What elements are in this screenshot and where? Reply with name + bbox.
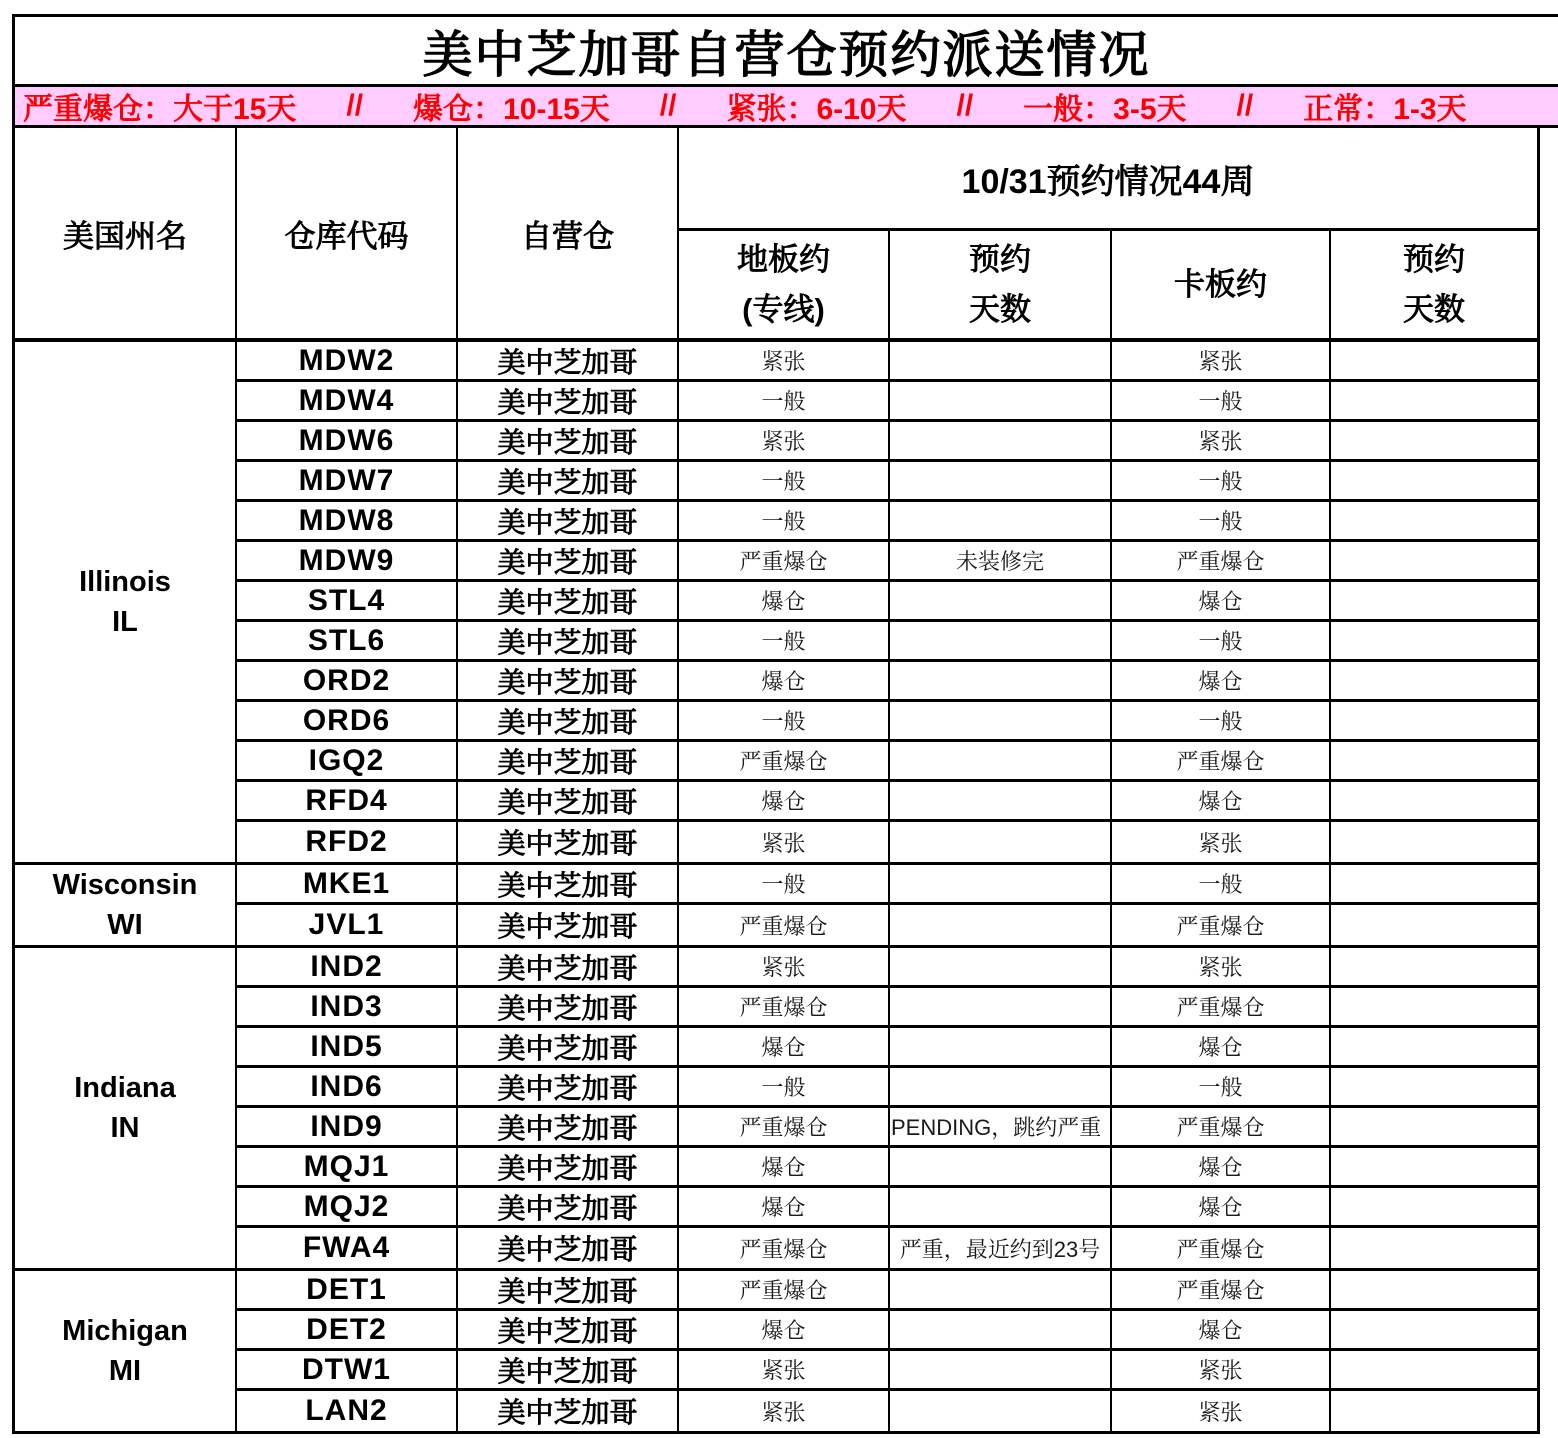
col-header-floor-line2: (专线)	[742, 291, 825, 327]
state-section-il	[15, 342, 1537, 865]
cell-pallet-status: 一般	[1112, 702, 1331, 739]
state-rows	[237, 948, 1537, 1268]
cell-pallet-days-note	[1331, 1148, 1537, 1185]
cell-warehouse-code: IND2	[237, 948, 458, 985]
cell-warehouse-code: MDW8	[237, 502, 458, 539]
cell-self-warehouse: 美中芝加哥	[458, 1351, 679, 1388]
cell-floor-days-note	[890, 342, 1112, 379]
cell-floor-days-note	[890, 865, 1112, 902]
cell-floor-days-note	[890, 702, 1112, 739]
state-rows	[237, 865, 1537, 945]
cell-pallet-days-note	[1331, 742, 1537, 779]
cell-floor-days-note	[890, 1028, 1112, 1065]
col-header-pallet-days	[1331, 231, 1537, 338]
cell-pallet-status: 爆仓	[1112, 1148, 1331, 1185]
state-label	[15, 865, 237, 945]
cell-floor-status: 爆仓	[679, 1188, 890, 1225]
legend-separator: //	[956, 89, 974, 122]
cell-floor-status: 严重爆仓	[679, 1108, 890, 1145]
cell-pallet-days-note	[1331, 502, 1537, 539]
table-row-dtw1	[237, 1351, 1537, 1391]
cell-pallet-days-note	[1331, 422, 1537, 459]
table-row-ind6	[237, 1068, 1537, 1108]
cell-warehouse-code: STL4	[237, 582, 458, 619]
state-name: Illinois	[79, 566, 171, 598]
cell-warehouse-code: ORD6	[237, 702, 458, 739]
col-header-warehouse-code: 仓库代码	[237, 128, 458, 338]
cell-pallet-status: 紧张	[1112, 948, 1331, 985]
cell-floor-days-note	[890, 622, 1112, 659]
cell-pallet-days-note	[1331, 1188, 1537, 1225]
cell-self-warehouse: 美中芝加哥	[458, 948, 679, 985]
cell-self-warehouse: 美中芝加哥	[458, 1311, 679, 1348]
cell-floor-days-note: 未装修完	[890, 542, 1112, 579]
cell-pallet-days-note	[1331, 988, 1537, 1025]
cell-pallet-status: 紧张	[1112, 422, 1331, 459]
cell-self-warehouse: 美中芝加哥	[458, 342, 679, 379]
cell-floor-days-note	[890, 988, 1112, 1025]
col-header-days1-line2: 天数	[969, 291, 1031, 327]
cell-self-warehouse: 美中芝加哥	[458, 782, 679, 819]
table-row-det1	[237, 1271, 1537, 1311]
cell-floor-status: 严重爆仓	[679, 542, 890, 579]
cell-floor-status: 严重爆仓	[679, 988, 890, 1025]
cell-pallet-status: 严重爆仓	[1112, 1108, 1331, 1145]
cell-floor-status: 紧张	[679, 948, 890, 985]
cell-pallet-status: 严重爆仓	[1112, 542, 1331, 579]
cell-self-warehouse: 美中芝加哥	[458, 622, 679, 659]
cell-floor-days-note	[890, 422, 1112, 459]
cell-floor-days-note	[890, 1188, 1112, 1225]
cell-warehouse-code: IND9	[237, 1108, 458, 1145]
cell-pallet-status: 爆仓	[1112, 782, 1331, 819]
cell-pallet-days-note	[1331, 1391, 1537, 1431]
cell-pallet-status: 一般	[1112, 865, 1331, 902]
cell-floor-status: 爆仓	[679, 582, 890, 619]
cell-floor-status: 爆仓	[679, 782, 890, 819]
sheet-title-text: 美中芝加哥自营仓预约派送情况	[422, 26, 1151, 83]
col-header-floor-days	[890, 231, 1112, 338]
cell-floor-days-note	[890, 1391, 1112, 1431]
cell-pallet-status: 爆仓	[1112, 662, 1331, 699]
cell-warehouse-code: LAN2	[237, 1391, 458, 1431]
col-header-pallet-appointment: 卡板约	[1112, 231, 1331, 338]
cell-warehouse-code: IGQ2	[237, 742, 458, 779]
table-row-mdw2	[237, 342, 1537, 382]
col-header-days2-line1: 预约	[1403, 241, 1465, 277]
cell-floor-days-note	[890, 1311, 1112, 1348]
table-row-mqj2	[237, 1188, 1537, 1228]
state-abbr: MI	[108, 1355, 142, 1387]
state-rows	[237, 1271, 1537, 1431]
cell-self-warehouse: 美中芝加哥	[458, 1028, 679, 1065]
cell-pallet-status: 严重爆仓	[1112, 988, 1331, 1025]
cell-floor-days-note: PENDING，跳约严重	[890, 1108, 1112, 1145]
cell-floor-days-note	[890, 1148, 1112, 1185]
table-row-ind5	[237, 1028, 1537, 1068]
cell-floor-days-note	[890, 782, 1112, 819]
cell-floor-days-note	[890, 822, 1112, 862]
cell-pallet-days-note	[1331, 662, 1537, 699]
cell-pallet-status: 爆仓	[1112, 1188, 1331, 1225]
cell-floor-days-note	[890, 905, 1112, 945]
state-section-in	[15, 948, 1537, 1271]
cell-pallet-status: 紧张	[1112, 1351, 1331, 1388]
col-header-self-warehouse: 自营仓	[458, 128, 679, 338]
state-abbr: IN	[110, 1112, 140, 1144]
table-row-ind9	[237, 1108, 1537, 1148]
cell-self-warehouse: 美中芝加哥	[458, 988, 679, 1025]
table-row-mdw8	[237, 502, 1537, 542]
cell-warehouse-code: DET2	[237, 1311, 458, 1348]
cell-floor-status: 紧张	[679, 342, 890, 379]
col-header-days1-line1: 预约	[969, 241, 1031, 277]
cell-floor-status: 一般	[679, 1068, 890, 1105]
cell-self-warehouse: 美中芝加哥	[458, 742, 679, 779]
cell-warehouse-code: MDW2	[237, 342, 458, 379]
cell-pallet-days-note	[1331, 1271, 1537, 1308]
appointment-table	[12, 128, 1540, 1434]
cell-pallet-status: 一般	[1112, 462, 1331, 499]
cell-floor-status: 严重爆仓	[679, 905, 890, 945]
cell-warehouse-code: IND5	[237, 1028, 458, 1065]
cell-floor-status: 严重爆仓	[679, 1228, 890, 1268]
cell-pallet-days-note	[1331, 542, 1537, 579]
cell-self-warehouse: 美中芝加哥	[458, 1228, 679, 1268]
cell-self-warehouse: 美中芝加哥	[458, 1148, 679, 1185]
col-header-days2-line2: 天数	[1403, 291, 1465, 327]
cell-pallet-days-note	[1331, 582, 1537, 619]
table-header	[15, 128, 1537, 342]
cell-pallet-days-note	[1331, 865, 1537, 902]
cell-pallet-status: 紧张	[1112, 822, 1331, 862]
cell-floor-days-note	[890, 1271, 1112, 1308]
cell-self-warehouse: 美中芝加哥	[458, 865, 679, 902]
state-name: Indiana	[74, 1072, 176, 1104]
cell-warehouse-code: MQJ2	[237, 1188, 458, 1225]
cell-self-warehouse: 美中芝加哥	[458, 502, 679, 539]
cell-warehouse-code: MDW9	[237, 542, 458, 579]
cell-warehouse-code: MDW4	[237, 382, 458, 419]
table-row-stl6	[237, 622, 1537, 662]
cell-warehouse-code: JVL1	[237, 905, 458, 945]
table-row-det2	[237, 1311, 1537, 1351]
table-row-mdw6	[237, 422, 1537, 462]
cell-self-warehouse: 美中芝加哥	[458, 1068, 679, 1105]
cell-warehouse-code: RFD4	[237, 782, 458, 819]
cell-self-warehouse: 美中芝加哥	[458, 662, 679, 699]
legend-item-normal: 一般：3-5天	[1023, 93, 1187, 126]
cell-floor-status: 严重爆仓	[679, 1271, 890, 1308]
table-row-mke1	[237, 865, 1537, 905]
cell-pallet-days-note	[1331, 1311, 1537, 1348]
cell-pallet-status: 一般	[1112, 622, 1331, 659]
table-row-mqj1	[237, 1148, 1537, 1188]
cell-floor-status: 紧张	[679, 1351, 890, 1388]
col-header-floor-appointment	[679, 231, 890, 338]
cell-floor-days-note	[890, 382, 1112, 419]
cell-floor-days-note	[890, 1068, 1112, 1105]
table-row-mdw4	[237, 382, 1537, 422]
cell-pallet-days-note	[1331, 1108, 1537, 1145]
cell-floor-days-note	[890, 462, 1112, 499]
cell-pallet-days-note	[1331, 702, 1537, 739]
table-row-ord2	[237, 662, 1537, 702]
state-section-mi	[15, 1271, 1537, 1431]
cell-pallet-status: 一般	[1112, 502, 1331, 539]
cell-self-warehouse: 美中芝加哥	[458, 422, 679, 459]
cell-floor-status: 一般	[679, 865, 890, 902]
cell-pallet-status: 爆仓	[1112, 582, 1331, 619]
table-row-igq2	[237, 742, 1537, 782]
table-row-ord6	[237, 702, 1537, 742]
cell-floor-days-note	[890, 742, 1112, 779]
table-row-rfd4	[237, 782, 1537, 822]
cell-warehouse-code: MDW7	[237, 462, 458, 499]
table-row-mdw7	[237, 462, 1537, 502]
cell-floor-status: 紧张	[679, 422, 890, 459]
cell-floor-status: 严重爆仓	[679, 742, 890, 779]
cell-self-warehouse: 美中芝加哥	[458, 462, 679, 499]
cell-pallet-status: 紧张	[1112, 342, 1331, 379]
cell-floor-status: 一般	[679, 382, 890, 419]
cell-pallet-days-note	[1331, 382, 1537, 419]
legend-separator: //	[346, 89, 364, 122]
cell-pallet-status: 爆仓	[1112, 1311, 1331, 1348]
table-body	[15, 342, 1537, 1431]
cell-self-warehouse: 美中芝加哥	[458, 822, 679, 862]
cell-floor-status: 紧张	[679, 822, 890, 862]
state-rows	[237, 342, 1537, 862]
state-label	[15, 1271, 237, 1431]
cell-floor-status: 爆仓	[679, 1028, 890, 1065]
legend-item-severe: 严重爆仓：大于15天	[23, 93, 297, 126]
table-row-lan2	[237, 1391, 1537, 1431]
cell-floor-days-note	[890, 948, 1112, 985]
table-row-mdw9	[237, 542, 1537, 582]
cell-warehouse-code: STL6	[237, 622, 458, 659]
cell-pallet-status: 一般	[1112, 1068, 1331, 1105]
cell-pallet-days-note	[1331, 1068, 1537, 1105]
table-row-rfd2	[237, 822, 1537, 862]
table-row-ind2	[237, 948, 1537, 988]
cell-floor-status: 爆仓	[679, 1148, 890, 1185]
cell-self-warehouse: 美中芝加哥	[458, 542, 679, 579]
col-header-appointment-group: 10/31预约情况44周	[679, 128, 1537, 231]
cell-pallet-status: 一般	[1112, 382, 1331, 419]
cell-pallet-days-note	[1331, 342, 1537, 379]
cell-pallet-status: 严重爆仓	[1112, 742, 1331, 779]
cell-pallet-status: 爆仓	[1112, 1028, 1331, 1065]
cell-warehouse-code: MKE1	[237, 865, 458, 902]
state-abbr: WI	[107, 909, 143, 941]
cell-pallet-days-note	[1331, 948, 1537, 985]
cell-warehouse-code: IND3	[237, 988, 458, 1025]
cell-floor-status: 爆仓	[679, 1311, 890, 1348]
state-abbr: IL	[112, 606, 138, 638]
cell-self-warehouse: 美中芝加哥	[458, 702, 679, 739]
cell-floor-status: 一般	[679, 622, 890, 659]
cell-floor-days-note	[890, 582, 1112, 619]
cell-floor-days-note	[890, 502, 1112, 539]
state-name: Wisconsin	[52, 869, 198, 901]
cell-warehouse-code: IND6	[237, 1068, 458, 1105]
state-section-wi	[15, 865, 1537, 948]
table-row-jvl1	[237, 905, 1537, 945]
cell-warehouse-code: DET1	[237, 1271, 458, 1308]
col-header-floor-line1: 地板约	[737, 241, 830, 277]
cell-floor-days-note: 严重，最近约到23号	[890, 1228, 1112, 1268]
cell-pallet-days-note	[1331, 462, 1537, 499]
cell-self-warehouse: 美中芝加哥	[458, 1271, 679, 1308]
cell-pallet-days-note	[1331, 1351, 1537, 1388]
cell-warehouse-code: ORD2	[237, 662, 458, 699]
col-header-state: 美国州名	[15, 128, 237, 338]
legend-item-tight: 紧张：6-10天	[726, 93, 907, 126]
legend-separator: //	[659, 89, 677, 122]
cell-pallet-days-note	[1331, 622, 1537, 659]
cell-self-warehouse: 美中芝加哥	[458, 1188, 679, 1225]
cell-floor-status: 爆仓	[679, 662, 890, 699]
cell-warehouse-code: MDW6	[237, 422, 458, 459]
state-label	[15, 948, 237, 1268]
cell-self-warehouse: 美中芝加哥	[458, 1391, 679, 1431]
legend-separator: //	[1236, 89, 1254, 122]
cell-floor-status: 一般	[679, 462, 890, 499]
cell-floor-days-note	[890, 662, 1112, 699]
cell-pallet-status: 严重爆仓	[1112, 1228, 1331, 1268]
cell-pallet-days-note	[1331, 1228, 1537, 1268]
cell-warehouse-code: RFD2	[237, 822, 458, 862]
cell-floor-status: 一般	[679, 702, 890, 739]
table-row-stl4	[237, 582, 1537, 622]
cell-pallet-status: 严重爆仓	[1112, 1271, 1331, 1308]
cell-pallet-days-note	[1331, 905, 1537, 945]
cell-self-warehouse: 美中芝加哥	[458, 905, 679, 945]
cell-pallet-days-note	[1331, 1028, 1537, 1065]
status-legend	[12, 87, 1558, 128]
state-name: Michigan	[62, 1315, 188, 1347]
cell-self-warehouse: 美中芝加哥	[458, 1108, 679, 1145]
legend-item-full: 爆仓：10-15天	[413, 93, 610, 126]
cell-warehouse-code: DTW1	[237, 1351, 458, 1388]
cell-pallet-status: 紧张	[1112, 1391, 1331, 1431]
table-row-ind3	[237, 988, 1537, 1028]
cell-pallet-status: 严重爆仓	[1112, 905, 1331, 945]
cell-warehouse-code: FWA4	[237, 1228, 458, 1268]
cell-pallet-days-note	[1331, 822, 1537, 862]
cell-warehouse-code: MQJ1	[237, 1148, 458, 1185]
cell-floor-days-note	[890, 1351, 1112, 1388]
state-label	[15, 342, 237, 862]
table-row-fwa4	[237, 1228, 1537, 1268]
legend-item-ok: 正常：1-3天	[1303, 93, 1467, 126]
cell-self-warehouse: 美中芝加哥	[458, 582, 679, 619]
cell-floor-status: 紧张	[679, 1391, 890, 1431]
cell-floor-status: 一般	[679, 502, 890, 539]
cell-pallet-days-note	[1331, 782, 1537, 819]
sheet-title	[12, 14, 1558, 87]
cell-self-warehouse: 美中芝加哥	[458, 382, 679, 419]
